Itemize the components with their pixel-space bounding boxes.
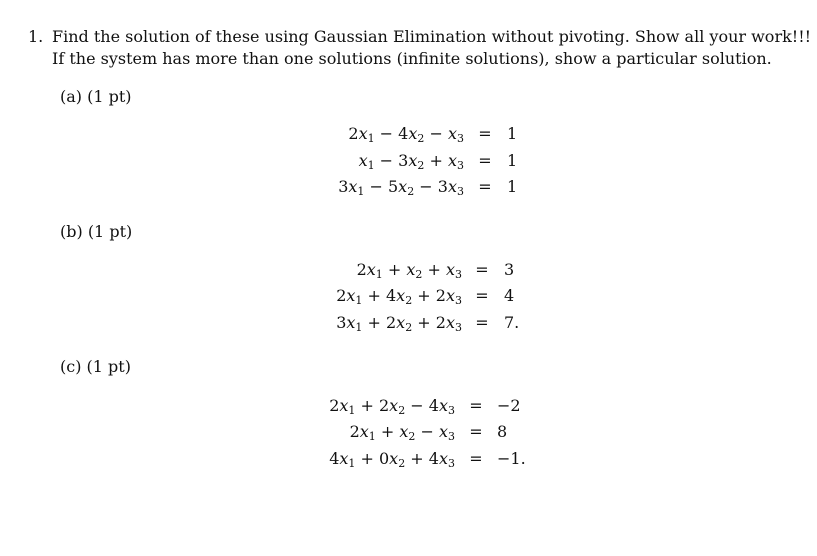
equation-lhs: $4x_1 + 0x_2 + 4x_3$ [329,449,455,470]
equation-rhs: 4 [504,286,515,305]
problem-statement-line-2: If the system has more than one solutions (infinite solutions), show a particular solution. [52,49,772,68]
equals-sign: = [475,286,489,305]
equation-lhs: $2x_1 + x_2 + x_3$ [356,260,462,281]
equation-rhs: 1 [507,124,518,143]
equation-lhs: $3x_1 + 2x_2 + 2x_3$ [336,313,462,334]
equation-rhs: −2 [497,396,521,415]
equation-row [0,422,817,448]
equals-sign: = [469,449,483,468]
equation-rhs: −1. [497,449,526,468]
equation-rhs: 7. [504,313,520,332]
equals-sign: = [469,422,483,441]
part-a-label: (a) (1 pt) [60,87,132,106]
equation-row [0,177,817,203]
equation-lhs: $2x_1 - 4x_2 - x_3$ [348,124,464,145]
equals-sign: = [478,151,492,170]
equation-lhs: $x_1 - 3x_2 + x_3$ [358,151,464,172]
equation-row [0,286,817,312]
problem-number: 1. [28,27,44,46]
part-b-label: (b) (1 pt) [60,222,133,241]
equation-lhs: $2x_1 + 4x_2 + 2x_3$ [336,286,462,307]
equation-lhs: $2x_1 + 2x_2 - 4x_3$ [329,396,455,417]
equation-rhs: 3 [504,260,515,279]
equation-rhs: 1 [507,151,518,170]
equation-row [0,313,817,339]
equals-sign: = [478,124,492,143]
equation-row [0,260,817,286]
equals-sign: = [469,396,483,415]
equation-row [0,396,817,422]
equation-lhs: $3x_1 - 5x_2 - 3x_3$ [338,177,464,198]
equals-sign: = [475,260,489,279]
equation-row [0,124,817,150]
problem-statement-line-1: Find the solution of these using Gaussian Elimination without pivoting. Show all your work!!! [52,27,812,46]
equals-sign: = [478,177,492,196]
equation-lhs: $2x_1 + x_2 - x_3$ [349,422,455,443]
equation-rhs: 8 [497,422,508,441]
equation-rhs: 1 [507,177,518,196]
equation-row [0,151,817,177]
part-c-label: (c) (1 pt) [60,357,131,376]
equals-sign: = [475,313,489,332]
equation-row [0,449,817,475]
